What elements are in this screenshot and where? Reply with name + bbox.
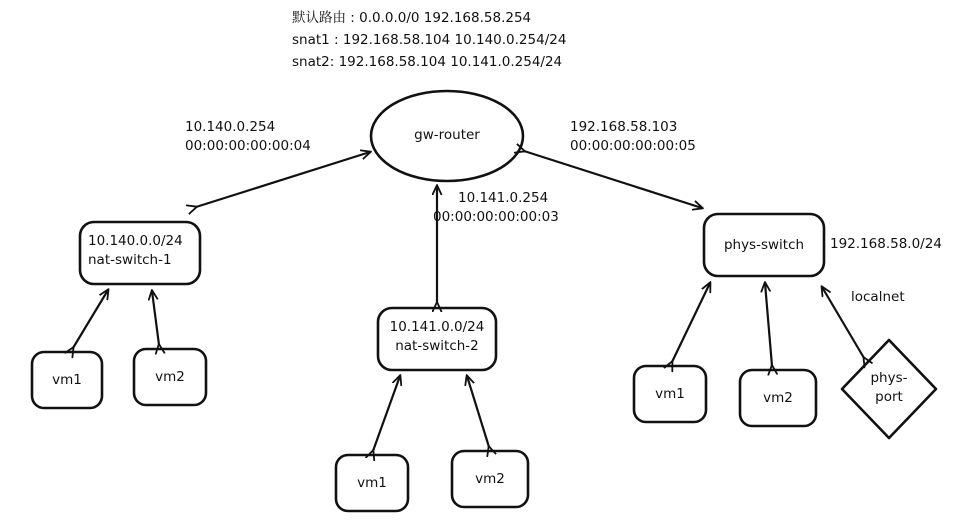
edge-natswitch2-vm1: [373, 376, 400, 451]
vm1-left-label: vm1: [52, 372, 82, 388]
vm1-right-label: vm1: [655, 386, 685, 402]
edge-natswitch1-vm2: [152, 291, 159, 345]
phys-port-label-line2: port: [875, 389, 903, 405]
edge-label-right-mac: 00:00:00:00:00:05: [570, 138, 696, 154]
vm1-mid-label: vm1: [357, 475, 387, 491]
edge-label-mid-ip: 10.141.0.254: [458, 190, 549, 206]
vm2-mid-shape[interactable]: [452, 451, 528, 507]
vm2-right-shape[interactable]: [740, 370, 816, 426]
vm1-right-shape[interactable]: [634, 366, 706, 422]
nat-switch-1-shape[interactable]: [80, 222, 200, 284]
header-snat2: snat2: 192.168.58.104 10.141.0.254/24: [292, 54, 563, 70]
edge-gwrouter-physswitch: [524, 151, 702, 208]
header-default-route: 默认路由 : 0.0.0.0/0 192.168.58.254: [292, 10, 532, 26]
edge-label-mid-mac: 00:00:00:00:00:03: [433, 209, 559, 225]
gw-router-label: gw-router: [414, 127, 480, 143]
nat-switch-1-subnet: 10.140.0.0/24: [88, 233, 183, 249]
vm2-left-label: vm2: [155, 369, 185, 385]
nat-switch-1-label: nat-switch-1: [88, 252, 172, 268]
header-snat1: snat1 : 192.168.58.104 10.140.0.254/24: [292, 32, 567, 48]
vm1-left-shape[interactable]: [32, 352, 102, 408]
phys-switch-label: phys-switch: [723, 237, 805, 253]
phys-switch-shape[interactable]: [704, 214, 824, 276]
phys-port-label-line1: phys-: [870, 370, 908, 386]
edge-label-right-ip: 192.168.58.103: [570, 119, 678, 135]
edge-physswitch-vm2: [765, 283, 772, 366]
edge-label-localnet: localnet: [851, 289, 905, 305]
edge-label-phys-subnet: 192.168.58.0/24: [830, 236, 942, 252]
nat-switch-2-subnet: 10.141.0.0/24: [389, 319, 485, 335]
vm2-mid-label: vm2: [475, 471, 505, 487]
phys-port-shape[interactable]: [842, 340, 936, 438]
edge-natswitch1-gwrouter: [196, 152, 370, 207]
vm2-right-label: vm2: [763, 390, 793, 406]
edge-physswitch-vm1: [672, 283, 710, 362]
gw-router-shape[interactable]: [371, 91, 523, 181]
edge-natswitch2-vm2: [467, 376, 489, 447]
edge-label-left-ip: 10.140.0.254: [185, 119, 276, 135]
edge-natswitch1-vm1: [73, 290, 108, 348]
nat-switch-2-label: nat-switch-2: [395, 338, 479, 354]
vm1-mid-shape[interactable]: [336, 455, 408, 511]
vm2-left-shape[interactable]: [134, 349, 206, 405]
nat-switch-2-shape[interactable]: [378, 308, 496, 370]
edge-label-left-mac: 00:00:00:00:00:04: [185, 138, 311, 154]
